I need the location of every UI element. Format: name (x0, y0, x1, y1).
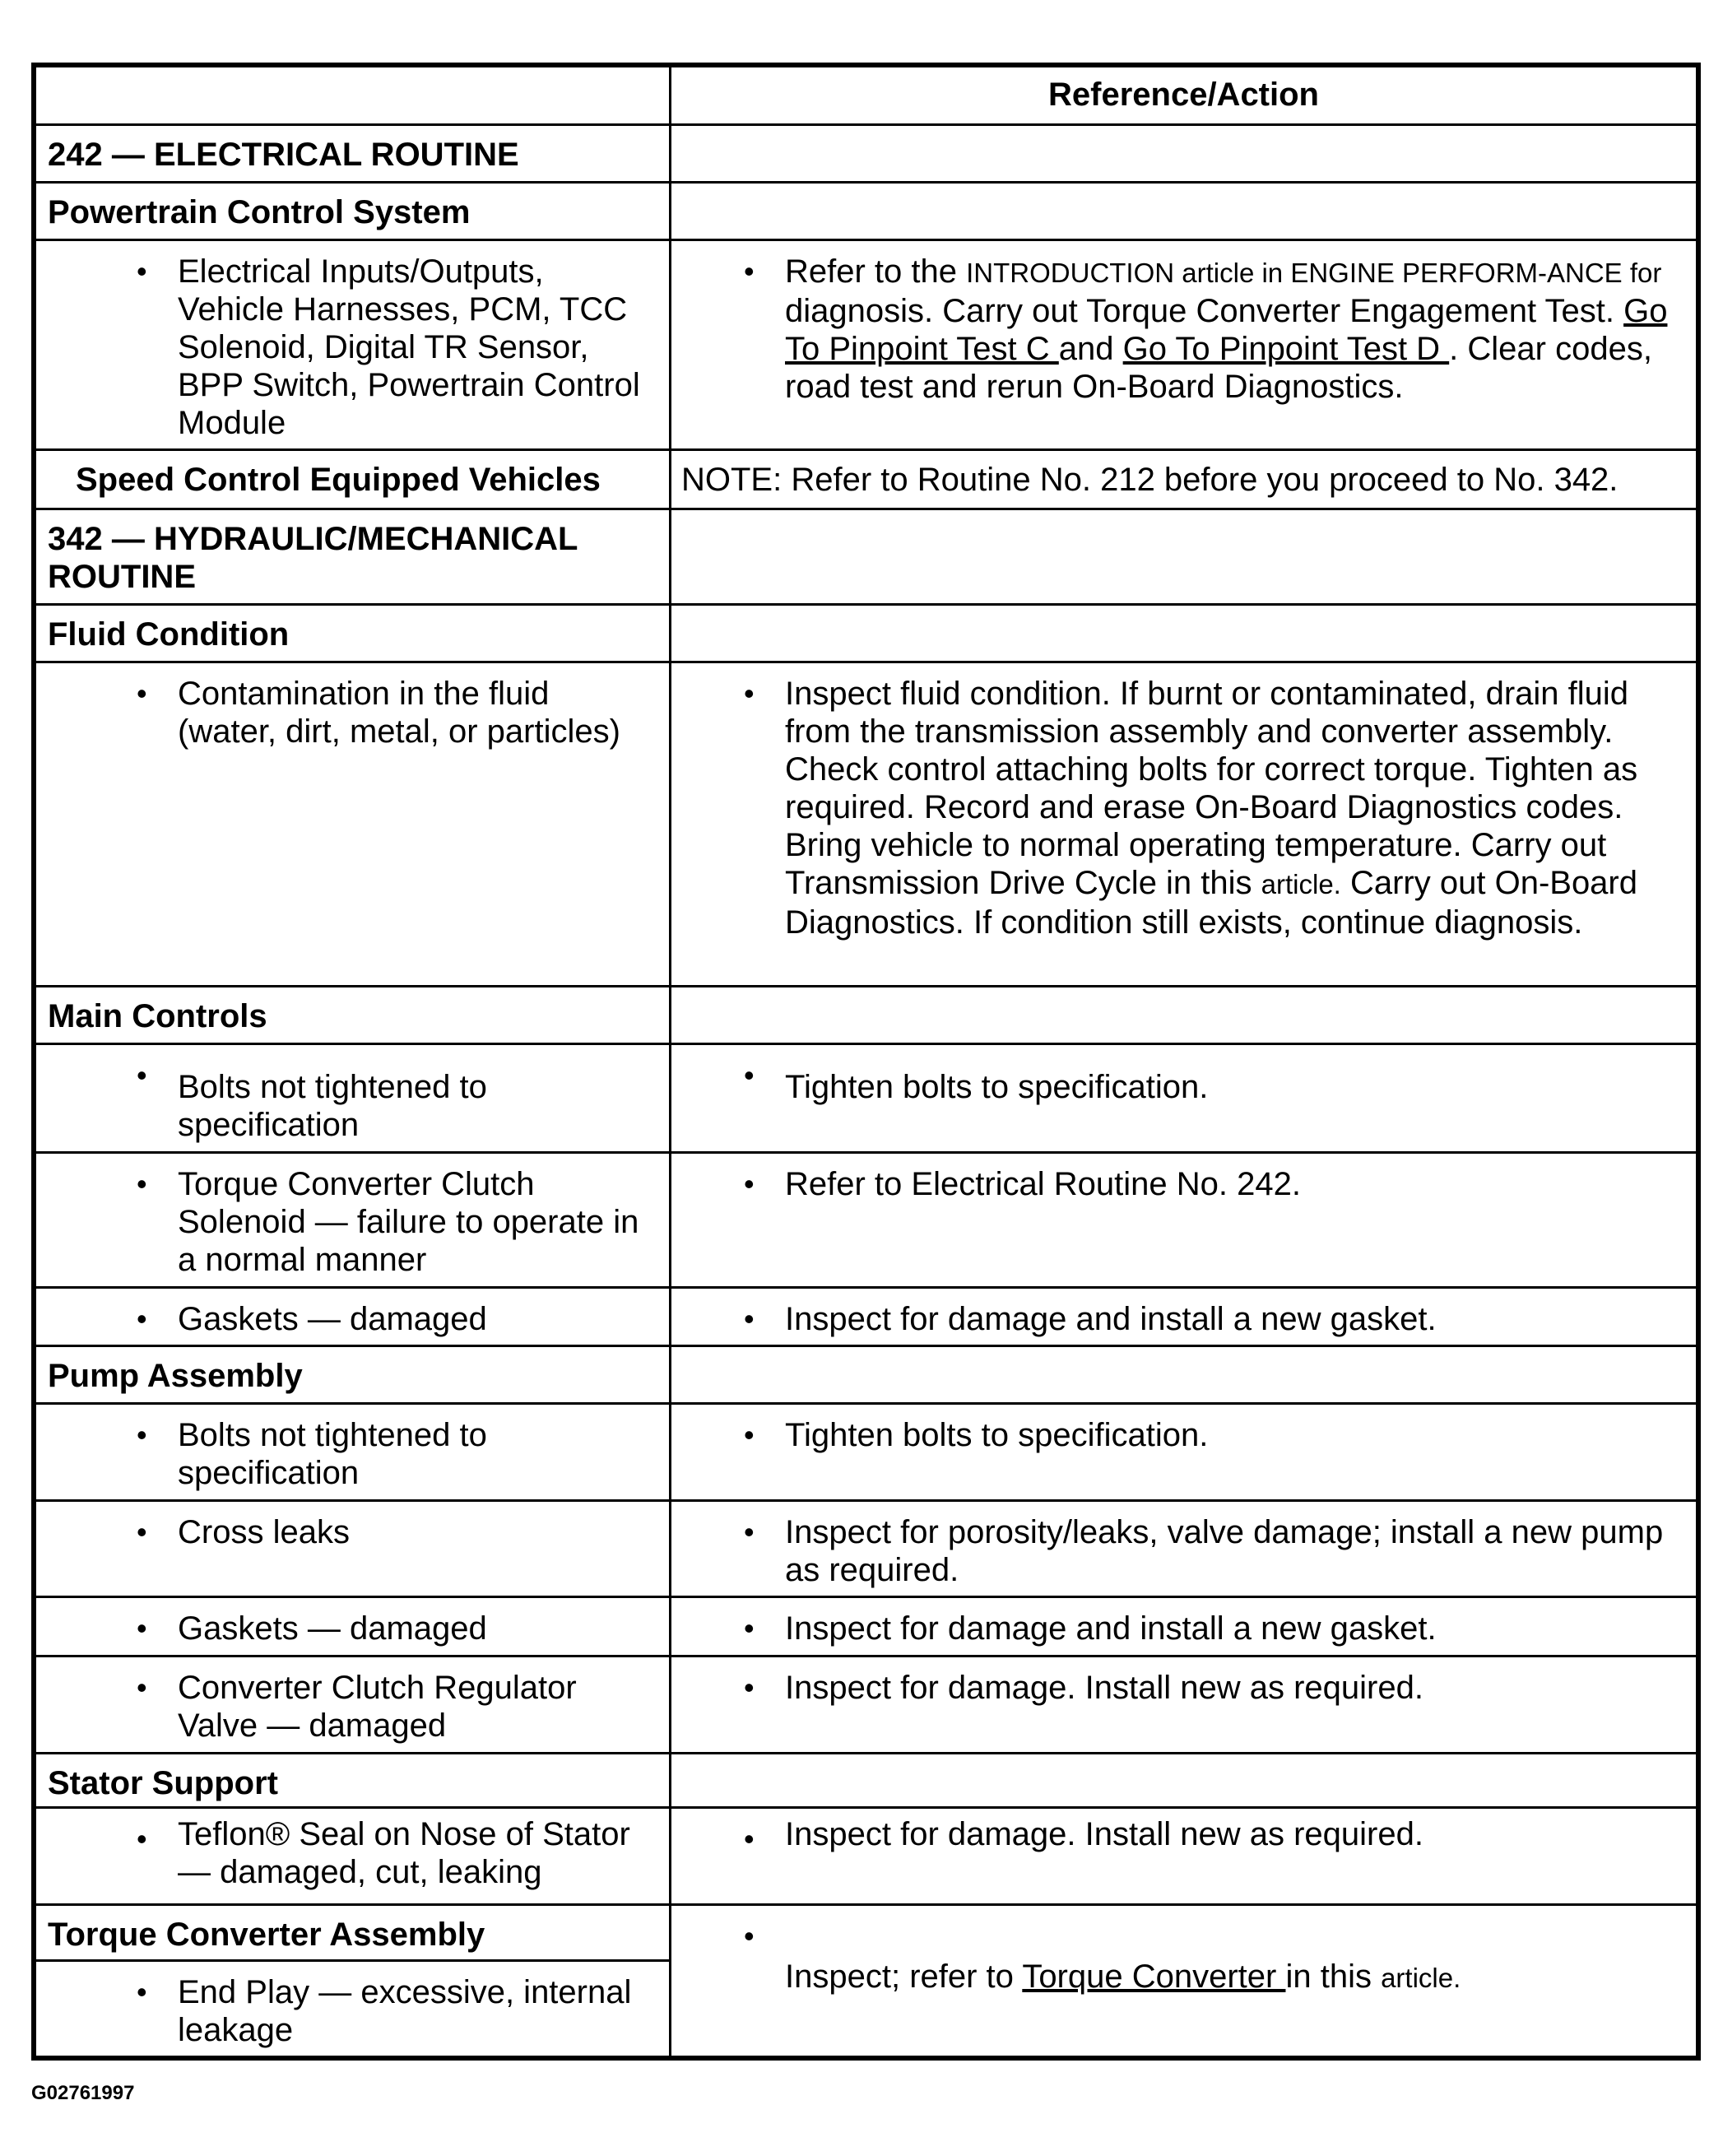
action-pump-bolts: • Tighten bolts to specification. (671, 1403, 1699, 1500)
condition-fluid-contamination: • Contamination in the fluid (water, dirt, metal, or particles) (34, 662, 671, 986)
condition-regulator-valve: • Converter Clutch Regulator Valve — damaged (34, 1656, 671, 1753)
condition-teflon-seal: • Teflon® Seal on Nose of Stator — damaged, cut, leaking (34, 1807, 671, 1904)
action-pump-gaskets: • Inspect for damage and install a new gasket. (671, 1596, 1699, 1656)
section-speed-control-vehicles: Speed Control Equipped Vehicles (34, 449, 671, 509)
condition-pump-gaskets: • Gaskets — damaged (34, 1596, 671, 1656)
empty-cell (671, 1753, 1699, 1807)
empty-cell (671, 986, 1699, 1043)
action-regulator-valve: • Inspect for damage. Install new as required. (671, 1656, 1699, 1753)
diagnosis-table (31, 63, 1701, 2061)
note-routine-212: NOTE: Refer to Routine No. 212 before you proceed to No. 342. (671, 449, 1699, 509)
action-teflon-seal: • Inspect for damage. Install new as required. (671, 1807, 1699, 1904)
section-main-controls: Main Controls (34, 986, 671, 1043)
empty-cell (671, 604, 1699, 662)
header-reference-action: Reference/Action (671, 65, 1699, 124)
action-cross-leaks: • Inspect for porosity/leaks, valve damage; install a new pump as required. (671, 1500, 1699, 1596)
routine-242-heading: 242 — ELECTRICAL ROUTINE (34, 124, 671, 182)
condition-electrical-inputs: • Electrical Inputs/Outputs, Vehicle Harnesses, PCM, TCC Solenoid, Digital TR Sensor, BPP Switch, Powertrain Control Module (34, 239, 671, 449)
section-fluid-condition: Fluid Condition (34, 604, 671, 662)
action-end-play: • Inspect; refer to Torque Converter in this article. (671, 1904, 1699, 2058)
empty-cell (671, 182, 1699, 239)
action-main-bolts: • Tighten bolts to specification. (671, 1043, 1699, 1152)
link-pinpoint-test-d[interactable]: Go To Pinpoint Test D (1122, 330, 1450, 367)
header-blank-cell (34, 65, 671, 124)
action-electrical-inputs: • Refer to the INTRODUCTION article in ENGINE PERFORM-ANCE for diagnosis. Carry out Torque Converter Engagement Test. Go To Pinpoint Test C and Go To Pinpoint Test D . Clear codes, road test and rerun On-Board Diagnostics. (671, 239, 1699, 449)
action-fluid-contamination: • Inspect fluid condition. If burnt or contaminated, drain fluid from the transmission assembly and converter assembly. Check control attaching bolts for correct torque. Tighten as required. Record and erase On-Board Diagnostics codes. Bring vehicle to normal operating temperature. Carry out Transmission Drive Cycle in this article. Carry out On-Board Diagnostics. If condition still exists, continue diagnosis. (671, 662, 1699, 986)
condition-end-play: • End Play — excessive, internal leakage (34, 1960, 671, 2058)
action-main-gaskets: • Inspect for damage and install a new gasket. (671, 1287, 1699, 1345)
link-pinpoint-test-c[interactable]: Go To Pinpoint Test C (785, 292, 1668, 367)
section-torque-converter-assembly: Torque Converter Assembly (34, 1904, 671, 1960)
link-torque-converter[interactable]: Torque Converter (1022, 1958, 1286, 1995)
empty-cell (671, 124, 1699, 182)
condition-main-bolts: • Bolts not tightened to specification (34, 1043, 671, 1152)
empty-cell (671, 509, 1699, 604)
figure-id: G02761997 (31, 2082, 135, 2104)
section-stator-support: Stator Support (34, 1753, 671, 1807)
section-powertrain-control-system: Powertrain Control System (34, 182, 671, 239)
condition-cross-leaks: • Cross leaks (34, 1500, 671, 1596)
condition-pump-bolts: • Bolts not tightened to specification (34, 1403, 671, 1500)
action-tcc-solenoid: • Refer to Electrical Routine No. 242. (671, 1152, 1699, 1287)
routine-342-heading: 342 — HYDRAULIC/MECHANICAL ROUTINE (34, 509, 671, 604)
section-pump-assembly: Pump Assembly (34, 1345, 671, 1403)
condition-tcc-solenoid: • Torque Converter Clutch Solenoid — failure to operate in a normal manner (34, 1152, 671, 1287)
empty-cell (671, 1345, 1699, 1403)
condition-main-gaskets: • Gaskets — damaged (34, 1287, 671, 1345)
